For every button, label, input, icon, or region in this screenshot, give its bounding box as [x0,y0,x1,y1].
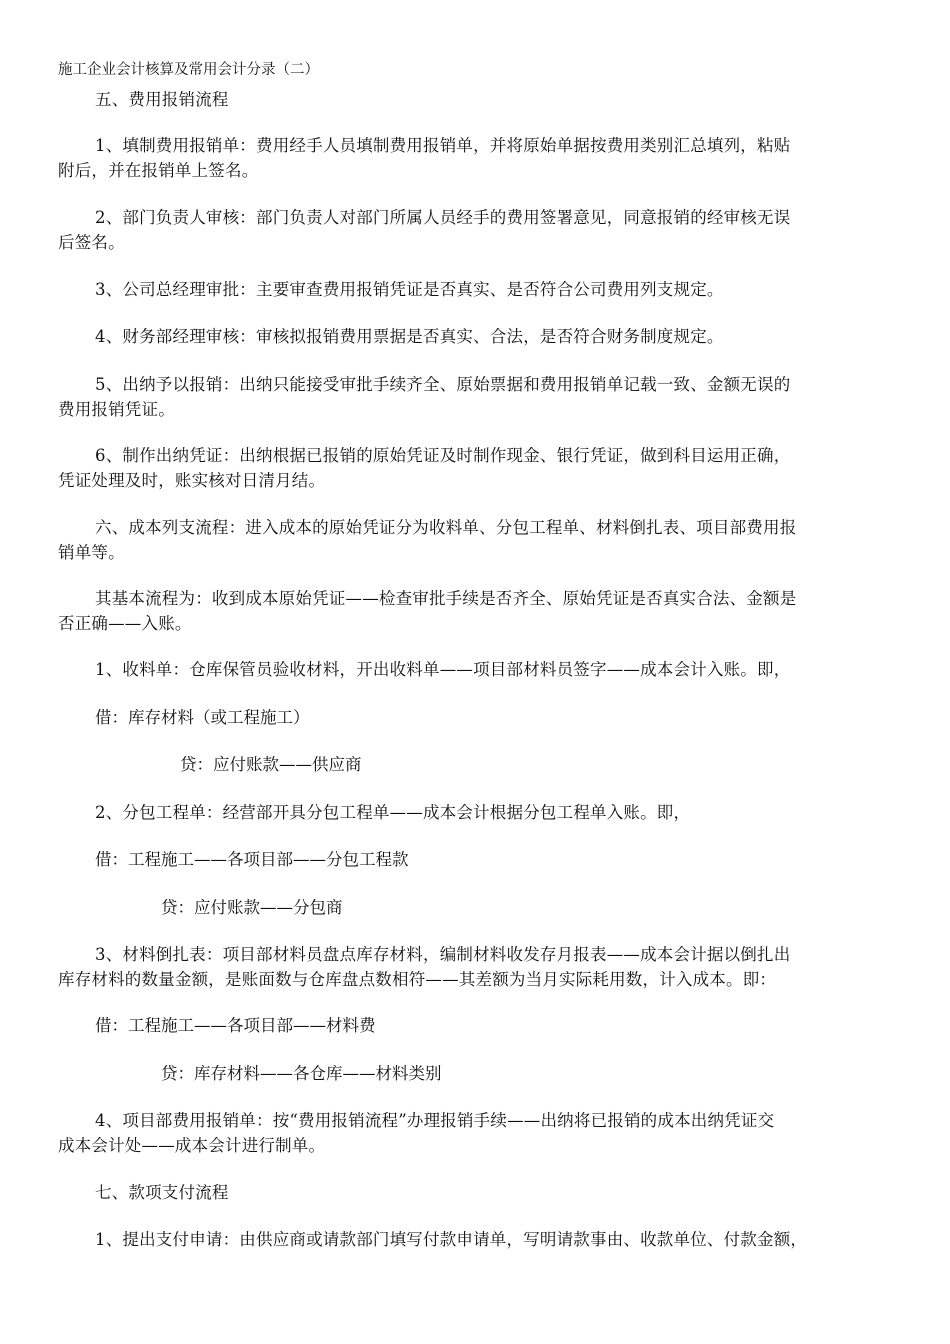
paragraph-gm-approval: 3、公司总经理审批：主要审查费用报销凭证是否真实、是否符合公司费用列支规定。 [95,280,724,299]
section-heading-cost-flow: 六、成本列支流程：进入成本的原始凭证分为收料单、分包工程单、材料倒扎表、项目部费用报 销单等。 [58,518,797,562]
section-heading-expense-reimbursement: 五、费用报销流程 [95,90,229,109]
paragraph-project-expense-slip: 4、项目部费用报销单：按“费用报销流程”办理报销手续——出纳将已报销的成本出纳凭证交 成本会计处——成本会计进行制单。 [58,1111,775,1155]
paragraph-department-review: 2、部门负责人审核：部门负责人对部门所属人员经手的费用签署意见，同意报销的经审核无误 后签名。 [58,208,791,252]
paragraph-receiving-slip: 1、收料单：仓库保管员验收材料，开出收料单——项目部材料员签字——成本会计入账。即， [95,660,791,679]
journal-debit-entry: 借：工程施工——各项目部——材料费 [95,1016,376,1035]
document-page [58,60,892,1249]
journal-debit-entry: 借：库存材料（或工程施工） [95,708,310,727]
paragraph-subcontract-slip: 2、分包工程单：经营部开具分包工程单——成本会计根据分包工程单入账。即， [95,803,691,822]
journal-credit-entry: 贷：应付账款——分包商 [161,898,343,917]
paragraph-finance-manager-review: 4、财务部经理审核：审核拟报销费用票据是否真实、合法，是否符合财务制度规定。 [95,327,724,346]
paragraph-fill-expense-form: 1、填制费用报销单：费用经手人员填制费用报销单，并将原始单据按费用类别汇总填列，粘贴 附后，并在报销单上签名。 [58,136,791,180]
journal-credit-entry: 贷：库存材料——各仓库——材料类别 [161,1064,442,1083]
paragraph-basic-flow: 其基本流程为：收到成本原始凭证——检查审批手续是否齐全、原始凭证是否真实合法、金额是 否正确——入账。 [58,589,797,633]
journal-credit-entry: 贷：应付账款——供应商 [180,755,362,774]
journal-debit-entry: 借：工程施工——各项目部——分包工程款 [95,850,409,869]
paragraph-payment-request: 1、提出支付申请：由供应商或请款部门填写付款申请单，写明请款事由、收款单位、付款金额， [95,1230,808,1249]
section-heading-payment-flow: 七、款项支付流程 [95,1183,229,1202]
paragraph-cashier-voucher: 6、制作出纳凭证：出纳根据已报销的原始凭证及时制作现金、银行凭证，做到科目运用正确， 凭证处理及时，账实核对日清月结。 [58,446,791,490]
document-title: 施工企业会计核算及常用会计分录（二） [58,62,319,78]
paragraph-material-reconciliation: 3、材料倒扎表：项目部材料员盘点库存材料，编制材料收发存月报表——成本会计据以倒扎出 库存材料的数量金额，是账面数与仓库盘点数相符——其差额为当月实际耗用数，计入成本。即： [58,945,791,989]
paragraph-cashier-reimbursement: 5、出纳予以报销：出纳只能接受审批手续齐全、原始票据和费用报销单记载一致、金额无误的 费用报销凭证。 [58,375,791,419]
